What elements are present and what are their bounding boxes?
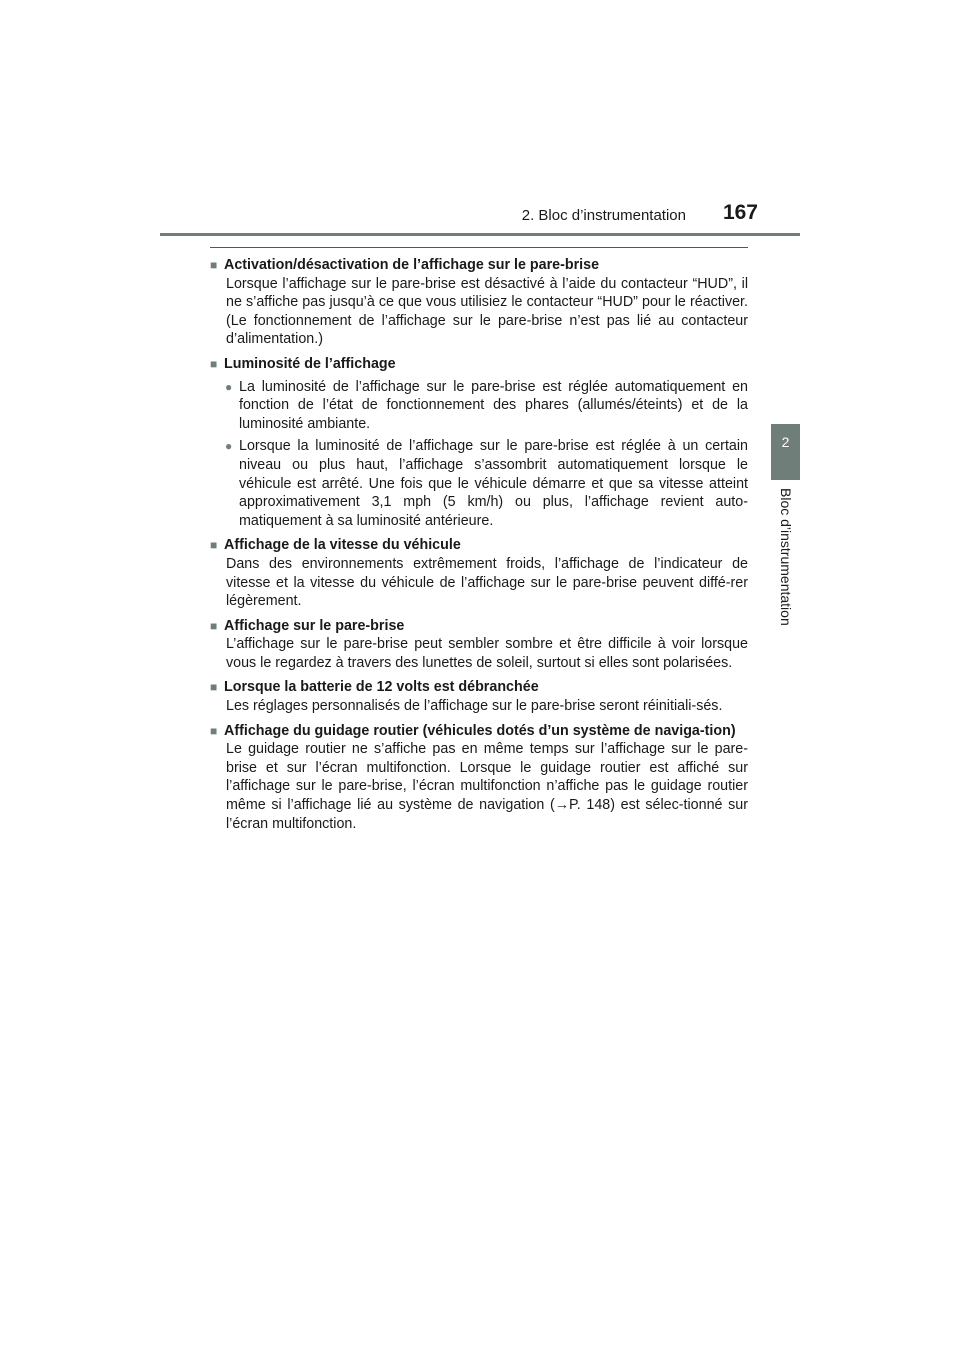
section-paragraph: Le guidage routier ne s’affiche pas en même temps sur l’affichage sur le pare-brise et sur l’écran multifonction. Lorsque le guidage routier est affiché sur l’affichage sur le pare-brise, l’écran multifonction n’affiche pas le guidage routier même si l’affichage lié au système de navigation (→P. 148) est sélec-tionné sur l’écran multifonction.: [226, 741, 748, 832]
section-paragraph: Les réglages personnalisés de l’affichage sur le pare-brise seront réinitiali-sés.: [226, 698, 723, 715]
section-heading: ■ Activation/désactivation de l’affichage sur le pare-brise: [210, 256, 748, 275]
section-paragraph: Dans des environnements extrêmement froids, l’affichage de l’indicateur de vitesse et la vitesse du véhicule de l’affichage sur le pare-brise peuvent diffé-rer légèrement.: [226, 555, 748, 610]
running-header-section: 2. Bloc d’instrumentation: [521, 207, 686, 224]
page-number: 167: [722, 201, 758, 224]
content-rule: [210, 247, 748, 248]
chapter-tab-title: Bloc d’instrumentation: [777, 488, 794, 626]
section-heading: ■ Luminosité de l’affichage: [210, 355, 748, 374]
header-rule: [160, 233, 800, 236]
section-route-guidance: [210, 722, 748, 834]
section-heading: ■ Lorsque la batterie de 12 volts est débranchée: [210, 678, 748, 697]
chapter-tab-number: 2: [781, 434, 790, 450]
section-heading: ■ Affichage du guidage routier (véhicules dotés d’un système de naviga-tion): [210, 722, 748, 741]
section-vehicle-speed: [210, 536, 748, 610]
chapter-tab: [771, 424, 800, 480]
section-paragraph: Lorsque l’affichage sur le pare-brise est désactivé à l’aide du contacteur “HUD”, il ne s’affiche pas jusqu’à ce que vous utilisiez le contacteur “HUD” pour le réactiver. (Le fonctionnement de l’affichage sur le pare-brise n’est pas lié au contacteur d’alimentation.): [226, 275, 748, 348]
section-heading: ■ Affichage sur le pare-brise: [210, 617, 748, 636]
page-body: [210, 256, 748, 839]
bullet-item: ● La luminosité de l’affichage sur le pare-brise est réglée automatiquement en fonction de l’état de fonctionnement des phares (allumés/éteints) et de la luminosité ambiante.: [210, 378, 748, 434]
bullet-item: ● Lorsque la luminosité de l’affichage sur le pare-brise est réglée à un certain niveau ou plus haut, l’affichage s’assombrit automatiquement lorsque le véhicule est arrêté. Une fois que le véhicule démarre et que sa vitesse atteint approximativement 3,1 mph (5 km/h) ou plus, l’affichage revient auto-matiquement à sa luminosité antérieure.: [210, 437, 748, 530]
chapter-tab-label: [771, 488, 800, 638]
section-paragraph: L’affichage sur le pare-brise peut sembler sombre et être difficile à voir lorsque vous le regardez à travers des lunettes de soleil, surtout si elles sont polarisées.: [226, 636, 748, 671]
section-windshield-display: [210, 617, 748, 673]
section-heading: ■ Affichage de la vitesse du véhicule: [210, 536, 748, 555]
section-battery-disconnected: [210, 678, 748, 715]
section-brightness: [210, 355, 748, 530]
section-hud-activation: [210, 256, 748, 349]
